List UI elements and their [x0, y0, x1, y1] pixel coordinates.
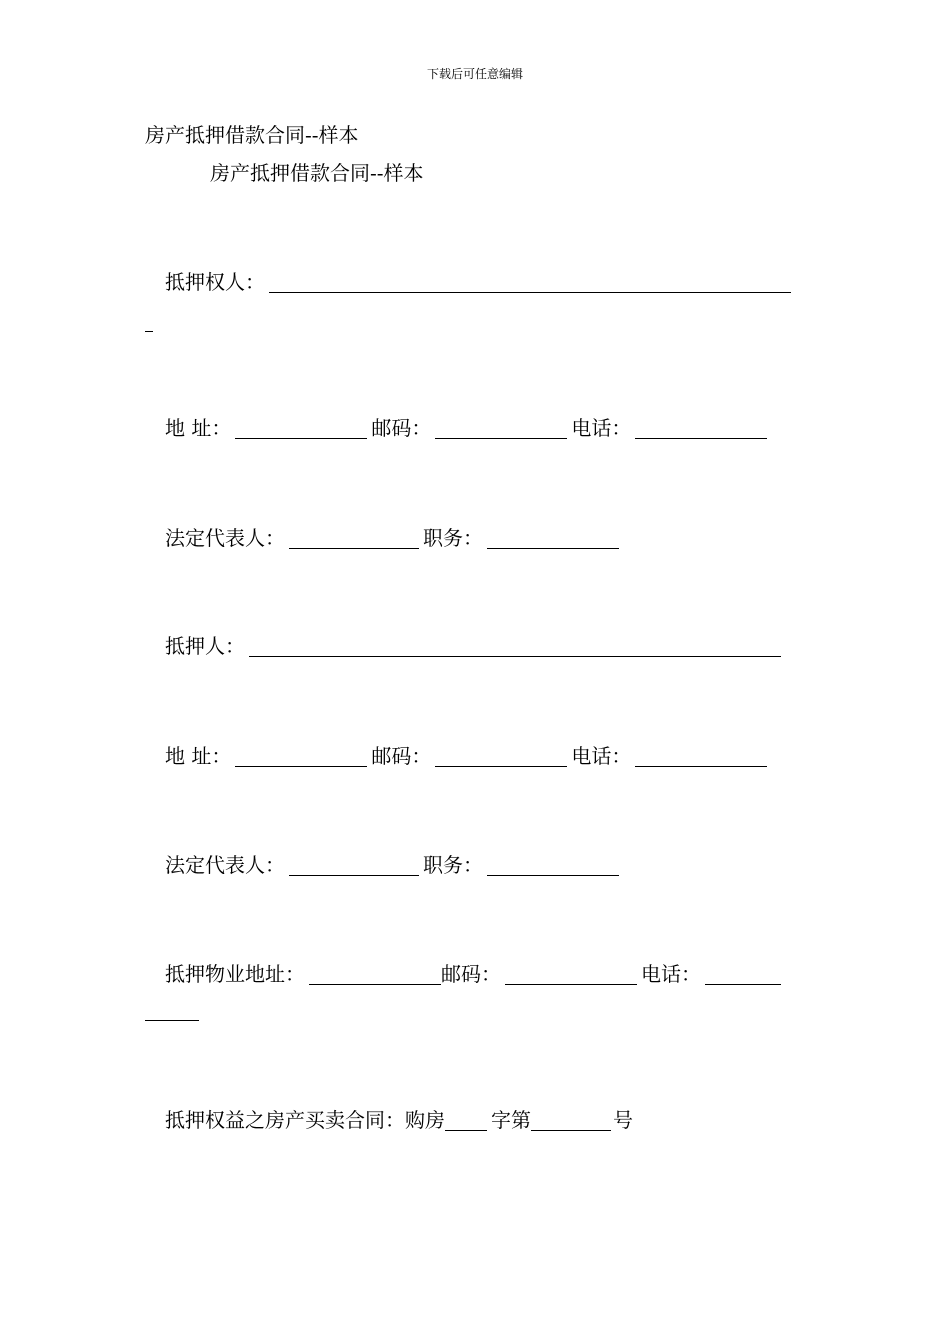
mortgagee-name-field[interactable]: [269, 272, 791, 293]
mortgagee-rep-row: [165, 524, 623, 552]
mortgagee-name-field-continuation[interactable]: [145, 330, 153, 332]
mortgagor-name-row: [165, 632, 785, 660]
contract-mid-label: 字第: [491, 1108, 531, 1132]
mortgagor-contact-row: [165, 742, 771, 770]
mortgagor-name-label: 抵押人：: [165, 634, 245, 658]
mortgagee-rep-label: 法定代表人：: [165, 526, 285, 550]
property-row: [165, 960, 781, 988]
property-postcode-label: 邮码：: [441, 962, 501, 986]
property-phone-field[interactable]: [705, 964, 781, 985]
mortgagee-address-label: 地 址：: [165, 416, 232, 440]
mortgagee-contact-row: [165, 414, 771, 442]
mortgagee-name-row: [165, 268, 791, 296]
mortgagor-address-field[interactable]: [235, 746, 367, 767]
mortgagee-rep-field[interactable]: [289, 528, 419, 549]
mortgagor-phone-label: 电话：: [571, 744, 632, 768]
property-address-field[interactable]: [309, 964, 441, 985]
mortgagee-position-field[interactable]: [487, 528, 619, 549]
contract-number-field[interactable]: [531, 1110, 611, 1131]
contract-prefix-field[interactable]: [445, 1110, 487, 1131]
mortgagor-name-field[interactable]: [249, 636, 781, 657]
mortgagee-phone-label: 电话：: [571, 416, 632, 440]
property-phone-field-continuation[interactable]: [145, 1019, 199, 1021]
mortgagor-rep-field[interactable]: [289, 855, 419, 876]
mortgagee-postcode-field[interactable]: [435, 418, 567, 439]
mortgagor-postcode-field[interactable]: [435, 746, 567, 767]
page-header: 下载后可任意编辑: [426, 67, 523, 81]
mortgagor-postcode-label: 邮码：: [371, 744, 432, 768]
property-phone-label: 电话：: [641, 962, 701, 986]
mortgagee-name-label: 抵押权人：: [165, 270, 265, 294]
document-title: 房产抵押借款合同--样本: [145, 123, 359, 147]
mortgagee-phone-field[interactable]: [635, 418, 767, 439]
mortgagor-rep-row: [165, 851, 623, 879]
contract-label: 抵押权益之房产买卖合同：购房: [165, 1108, 445, 1132]
property-address-label: 抵押物业地址：: [165, 962, 305, 986]
document-subtitle: 房产抵押借款合同--样本: [210, 161, 424, 185]
mortgagee-position-label: 职务：: [423, 526, 483, 550]
mortgagee-address-field[interactable]: [235, 418, 367, 439]
mortgagee-postcode-label: 邮码：: [371, 416, 432, 440]
property-postcode-field[interactable]: [505, 964, 637, 985]
contract-row: [165, 1106, 633, 1134]
mortgagor-position-label: 职务：: [423, 853, 483, 877]
mortgagor-rep-label: 法定代表人：: [165, 853, 285, 877]
mortgagor-phone-field[interactable]: [635, 746, 767, 767]
mortgagor-position-field[interactable]: [487, 855, 619, 876]
contract-end-label: 号: [613, 1108, 633, 1132]
mortgagor-address-label: 地 址：: [165, 744, 232, 768]
